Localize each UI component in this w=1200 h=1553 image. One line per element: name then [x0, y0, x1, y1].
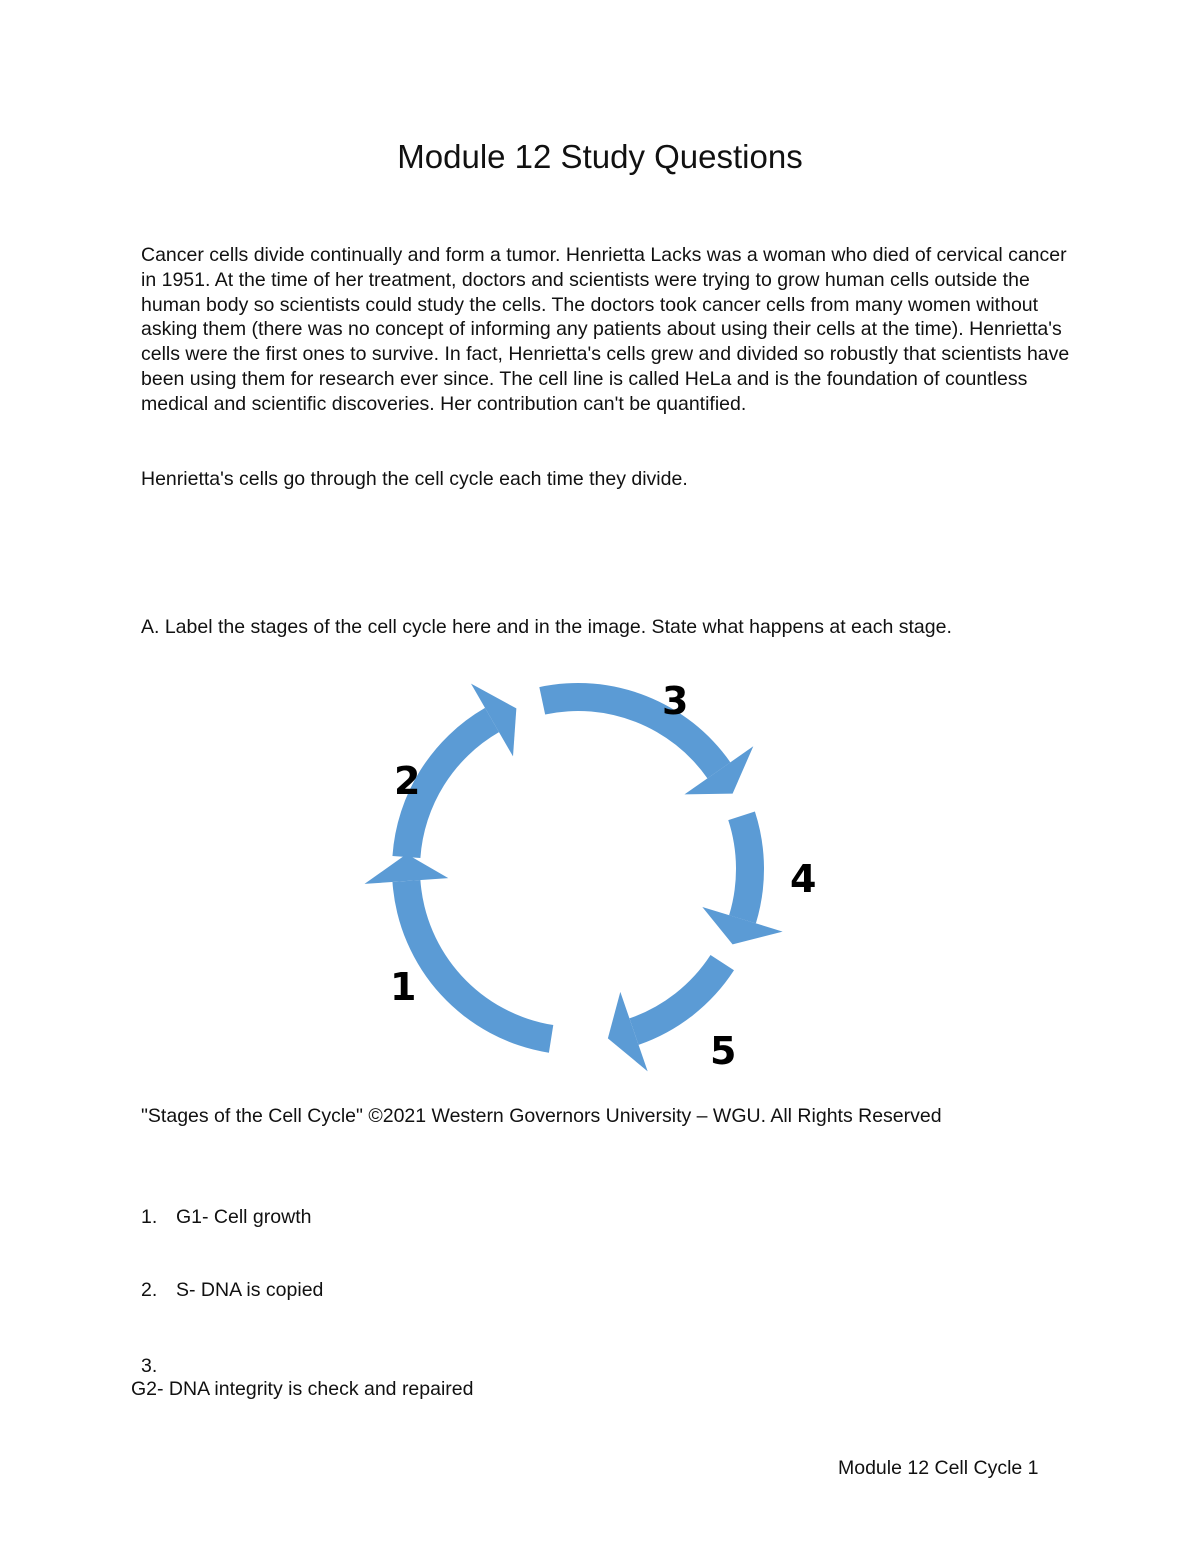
answer-item-2: [141, 1279, 323, 1302]
arrow-stage-1-head: [365, 854, 449, 884]
arrow-stage-3-body: [539, 683, 730, 778]
stage-label-4: 4: [790, 857, 817, 901]
stage-label-3: 3: [662, 679, 689, 723]
answer-number: 2.: [141, 1279, 158, 1301]
cell-cycle-diagram: [360, 660, 840, 1100]
question-a: A. Label the stages of the cell cycle here and in the image. State what happens at each stage.: [141, 616, 952, 638]
answer-item-1: [141, 1206, 311, 1229]
cell-cycle-paragraph: Henrietta's cells go through the cell cycle each time they divide.: [141, 468, 688, 490]
stage-label-1: 1: [390, 965, 417, 1009]
cell-cycle-arrows: [365, 683, 783, 1071]
diagram-caption: "Stages of the Cell Cycle" ©2021 Western Governors University – WGU. All Rights Reserved: [141, 1105, 942, 1127]
page-footer: Module 12 Cell Cycle 1: [838, 1457, 1039, 1479]
answer-text: G1- Cell growth: [176, 1206, 312, 1228]
arrow-stage-4-body: [728, 812, 764, 924]
intro-paragraph: Cancer cells divide continually and form a tumor. Henrietta Lacks was a woman who died of cervical cancer in 1951. At the time of her treatment, doctors and scientists were trying to grow human cells outside the human body so scientists could study the cells. The doctors took cancer cells from many women without asking them (there was no concept of informing any patients about using their cells at the time). Henrietta's cells were the first ones to survive. In fact, Henrietta's cells grew and divided so robustly that scientists have been using them for research ever since. The cell line is called HeLa and is the foundation of countless medical and scientific discoveries. Her contribution can't be quantified.: [141, 244, 1070, 415]
stage-label-2: 2: [394, 759, 421, 803]
answer-text: S- DNA is copied: [176, 1279, 324, 1301]
answer-number: 3.: [141, 1355, 158, 1377]
answer-number: 1.: [141, 1206, 158, 1228]
answer-item-3-number: [141, 1355, 176, 1378]
answer-item-3-text: G2- DNA integrity is check and repaired: [131, 1378, 474, 1400]
page-title: Module 12 Study Questions: [397, 138, 803, 175]
arrow-stage-1-body: [392, 880, 553, 1053]
stage-label-5: 5: [710, 1029, 737, 1073]
